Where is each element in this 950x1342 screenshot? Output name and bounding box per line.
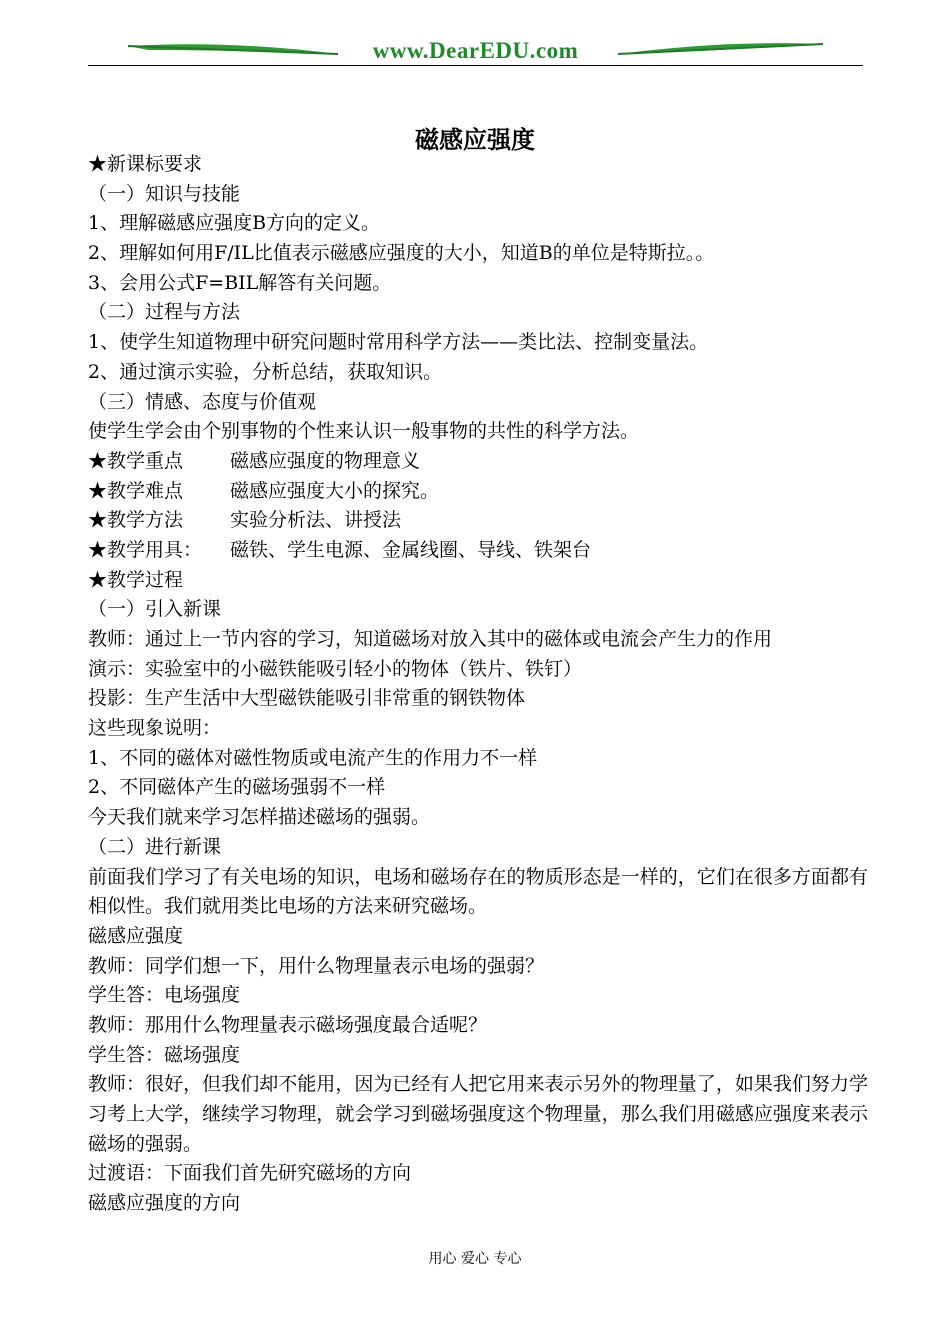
key-point-row [88, 506, 868, 536]
key-point-row [88, 447, 868, 477]
text-line: 教师：那用什么物理量表示磁场强度最合适呢？ [88, 1013, 488, 1036]
text-line: （二）进行新课 [88, 835, 222, 858]
text-line: 2、不同磁体产生的磁场强弱不一样 [88, 776, 386, 799]
text-line: 1、理解磁感应强度B方向的定义。 [88, 212, 381, 235]
text-line: 这些现象说明： [88, 717, 222, 740]
text-line: 1、不同的磁体对磁性物质或电流产生的作用力不一样 [88, 746, 538, 769]
paragraph: 教师：很好，但我们却不能用，因为已经有人把它用来表示另外的物理量了，如果我们努力学习考上大学，继续学习物理，就会学习到磁场强度这个物理量，那么我们用磁感应强度来表示磁场的强弱。 [88, 1073, 868, 1155]
key-point-label: ★教学难点 [88, 479, 184, 502]
text-line: 学生答：电场强度 [88, 984, 241, 1007]
key-point-label: ★教学重点 [88, 449, 184, 472]
text-line: ★教学过程 [88, 568, 184, 591]
text-line: 过渡语：下面我们首先研究磁场的方向 [88, 1162, 412, 1185]
text-line: 磁感应强度 [88, 924, 184, 947]
text-line: 使学生学会由个别事物的个性来认识一般事物的共性的科学方法。 [88, 420, 640, 443]
text-line: 投影：生产生活中大型磁铁能吸引非常重的钢铁物体 [88, 687, 526, 710]
key-point-row [88, 477, 868, 507]
text-line: （二）过程与方法 [88, 301, 241, 324]
key-point-value: 磁感应强度大小的探究。 [230, 479, 440, 502]
text-line: （一）引入新课 [88, 598, 222, 621]
paragraph: 前面我们学习了有关电场的知识，电场和磁场存在的物质形态是一样的，它们在很多方面都有相似性。我们就用类比电场的方法来研究磁场。 [88, 865, 868, 918]
text-line: （三）情感、态度与价值观 [88, 390, 317, 413]
text-line: 学生答：磁场强度 [88, 1043, 241, 1066]
text-line: 2、理解如何用F/IL比值表示磁感应强度的大小，知道B的单位是特斯拉。。 [88, 242, 715, 265]
page-footer: 用心 爱心 专心 [428, 1251, 522, 1267]
text-line: 3、会用公式F=BIL解答有关问题。 [88, 271, 392, 294]
text-line: 教师：同学们想一下，用什么物理量表示电场的强弱？ [88, 954, 545, 977]
key-point-row [88, 536, 868, 566]
text-line: 演示：实验室中的小磁铁能吸引轻小的物体（铁片、铁钉） [88, 657, 583, 680]
site-banner [88, 30, 863, 70]
document-body [88, 150, 868, 1219]
text-line: ★新课标要求 [88, 153, 203, 175]
header-divider [88, 65, 863, 66]
key-point-value: 磁铁、学生电源、金属线圈、导线、铁架台 [230, 538, 592, 561]
text-line: 1、使学生知道物理中研究问题时常用科学方法——类比法、控制变量法。 [88, 331, 709, 354]
text-line: 磁感应强度的方向 [88, 1192, 241, 1215]
text-line: （一）知识与技能 [88, 182, 241, 205]
key-point-value: 实验分析法、讲授法 [230, 509, 402, 532]
key-point-label: ★教学用具： [88, 538, 203, 561]
document-title: 磁感应强度 [415, 126, 535, 154]
text-line: 2、通过演示实验，分析总结，获取知识。 [88, 360, 443, 383]
text-line: 今天我们就来学习怎样描述磁场的强弱。 [88, 806, 431, 829]
key-point-value: 磁感应强度的物理意义 [230, 449, 421, 472]
key-point-label: ★教学方法 [88, 509, 184, 532]
text-line: 教师：通过上一节内容的学习，知道磁场对放入其中的磁体或电流会产生力的作用 [88, 628, 773, 650]
site-name: www.DearEDU.com [372, 38, 579, 63]
